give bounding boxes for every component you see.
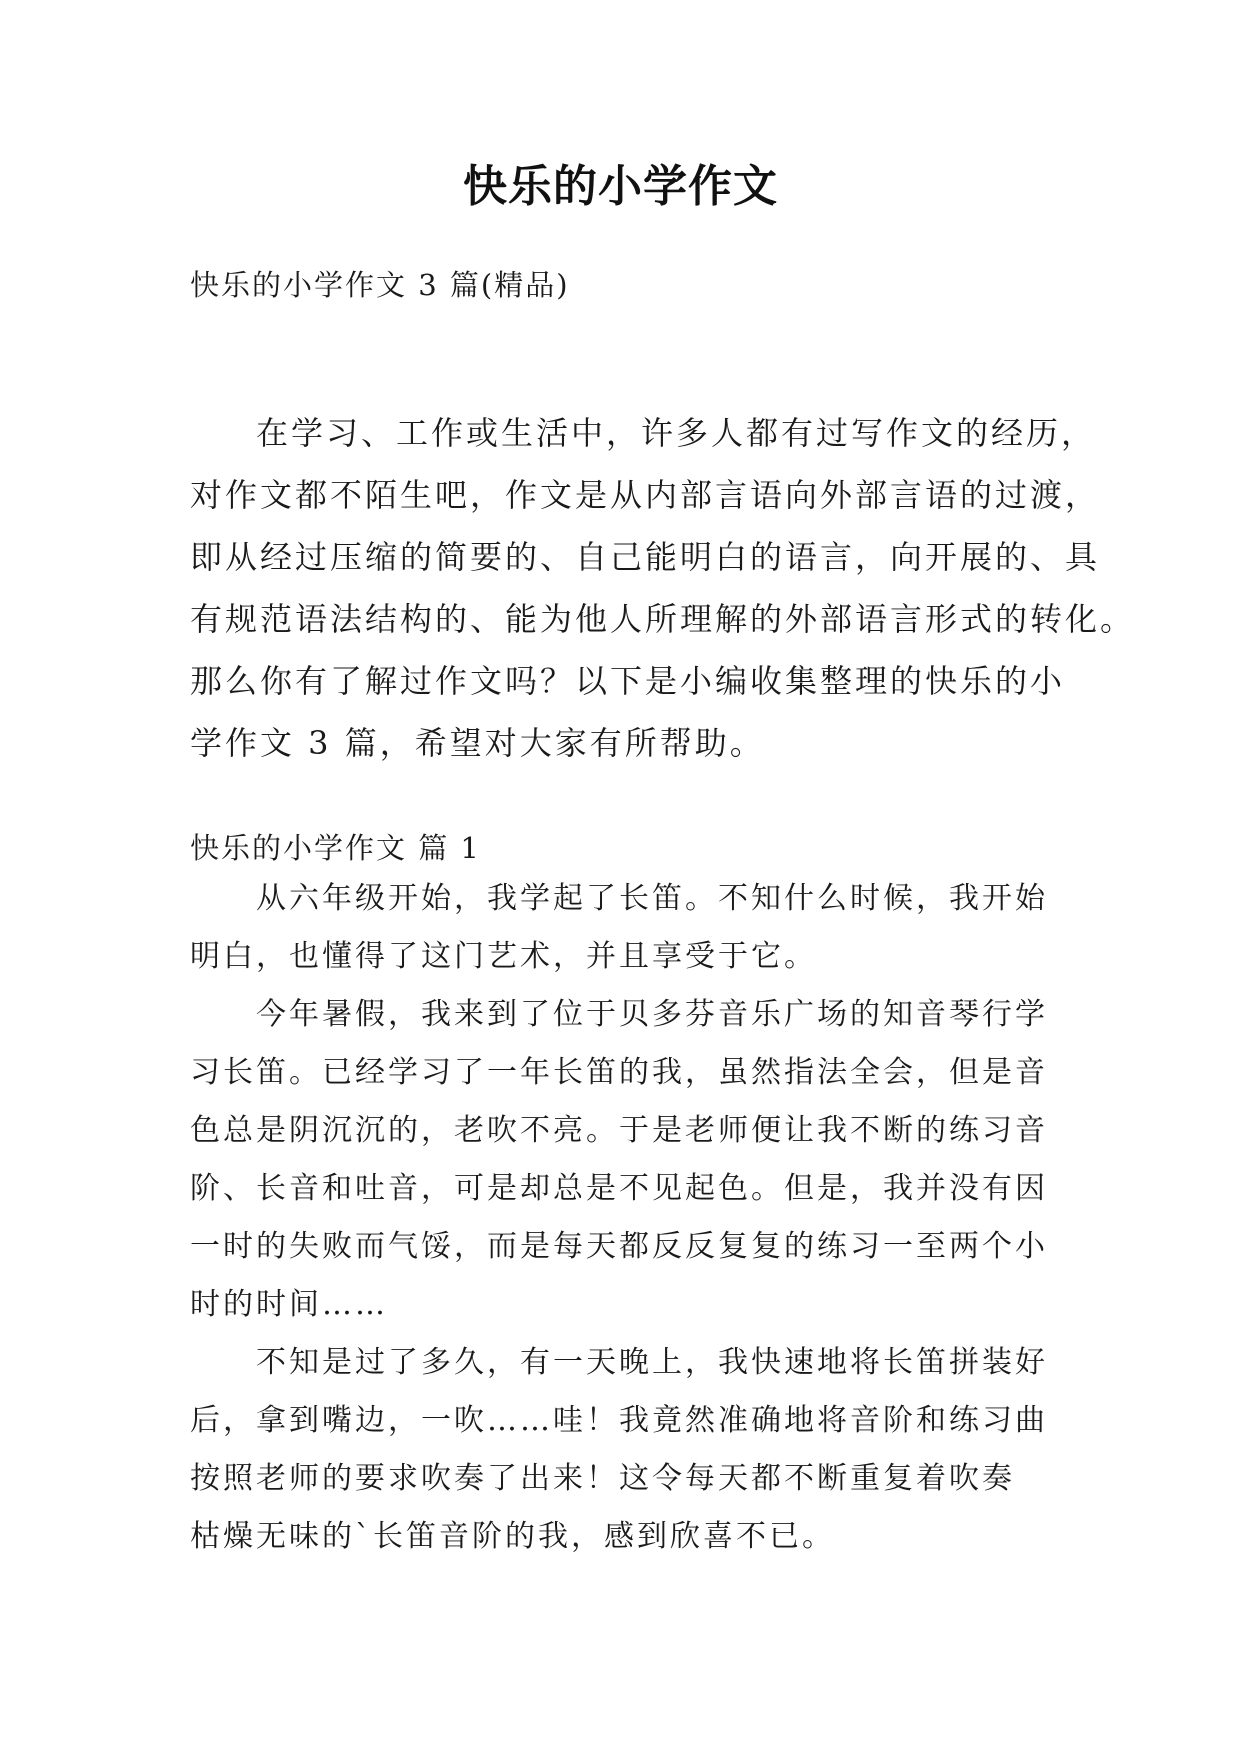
essay-line: 从六年级开始，我学起了长笛。不知什么时候，我开始 [256, 881, 1048, 916]
essay-paragraph [190, 986, 1070, 1334]
essay-line: 按照老师的要求吹奏了出来！这令每天都不断重复着吹奏 [190, 1461, 1015, 1496]
essay-heading: 快乐的小学作文 篇 1 [190, 831, 481, 865]
essay-line: 习长笛。已经学习了一年长笛的我，虽然指法全会，但是音 [190, 1055, 1048, 1090]
essay-line: 不知是过了多久，有一天晚上，我快速地将长笛拼装好 [256, 1345, 1048, 1380]
essay-line: 时的时间…… [190, 1287, 388, 1322]
essay-paragraph [190, 870, 1070, 986]
document-subtitle: 快乐的小学作文 3 篇(精品) [190, 268, 570, 302]
document-title: 快乐的小学作文 [463, 161, 778, 212]
essay-paragraph [190, 1334, 1070, 1566]
intro-paragraph [190, 402, 1136, 774]
essay-line: 后，拿到嘴边，一吹……哇！我竟然准确地将音阶和练习曲 [190, 1403, 1048, 1438]
intro-line: 那么你有了解过作文吗？以下是小编收集整理的快乐的小 [190, 662, 1066, 700]
intro-line: 有规范语法结构的、能为他人所理解的外部语言形式的转化。 [190, 600, 1136, 638]
essay-line: 枯燥无味的`长笛音阶的我，感到欣喜不已。 [190, 1519, 835, 1554]
essay-body [190, 870, 1070, 1566]
essay-line: 色总是阴沉沉的，老吹不亮。于是老师便让我不断的练习音 [190, 1113, 1048, 1148]
essay-line: 阶、长音和吐音，可是却总是不见起色。但是，我并没有因 [190, 1171, 1048, 1206]
essay-line: 今年暑假，我来到了位于贝多芬音乐广场的知音琴行学 [256, 997, 1048, 1032]
intro-line: 对作文都不陌生吧，作文是从内部言语向外部言语的过渡， [190, 476, 1101, 514]
intro-line: 在学习、工作或生活中，许多人都有过写作文的经历， [256, 414, 1097, 452]
intro-line: 学作文 3 篇，希望对大家有所帮助。 [190, 724, 765, 762]
essay-line: 明白，也懂得了这门艺术，并且享受于它。 [190, 939, 817, 974]
essay-line: 一时的失败而气馁，而是每天都反反复复的练习一至两个小 [190, 1229, 1048, 1264]
intro-line: 即从经过压缩的简要的、自己能明白的语言，向开展的、具 [190, 538, 1101, 576]
